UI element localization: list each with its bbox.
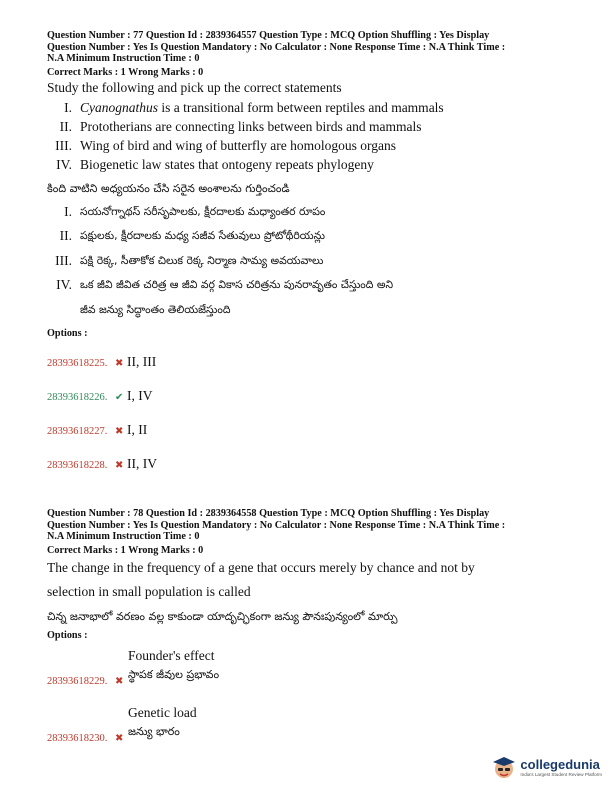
option-text: Founder's effect స్థాపక జీవుల ప్రభావం [128, 648, 220, 681]
meta-line-2: Question Number : Yes Is Question Mandatory : No Calculator : None Response Time : N.A Think Time : [47, 519, 506, 531]
brand-name: collegedunia [520, 757, 600, 772]
graduate-icon [491, 754, 517, 780]
marks: Correct Marks : 1 Wrong Marks : 0 [47, 544, 204, 556]
question-78 [47, 508, 587, 641]
correct-icon: ✔ [115, 392, 124, 403]
options-78 [47, 646, 587, 756]
marks: Correct Marks : 1 Wrong Marks : 0 [47, 66, 204, 78]
telugu-statement-continuation: జీవ జన్యు సిద్ధాంతం తెలియజేస్తుంది [80, 302, 231, 316]
wrong-icon: ✖ [115, 460, 124, 471]
wrong-icon: ✖ [115, 358, 124, 369]
option-text: Genetic load జన్యు భారం [128, 705, 197, 738]
meta-line-3: N.A Minimum Instruction Time : 0 [47, 531, 200, 542]
question-stem: Study the following and pick up the correct statements [47, 79, 342, 95]
option[interactable]: 28393618227. ✖ I, II [47, 422, 148, 437]
brand-tagline: India's Largest Student Review Platform [520, 772, 602, 777]
statement: I. Cyanognathus is a transitional form between reptiles and mammals [64, 99, 444, 115]
telugu-statement: I. సయనోగ్నాథస్ సరీసృపాలకు, క్షీరదాలకు మధ్యాంతర రూపం [64, 203, 326, 219]
question-77 [47, 30, 587, 339]
telugu-stem: చిన్న జనాభాలో వరణం వల్ల కాకుండా యాదృచ్ఛికంగా జన్యు పౌనఃపున్యంలో మార్పు [47, 609, 398, 623]
options-label: Options : [47, 629, 88, 641]
option[interactable]: 28393618228. ✖ II, IV [47, 456, 157, 471]
telugu-statement: III. పక్షి రెక్క, సీతాకోక చిలుక రెక్క నిర్మాణ సామ్య అవయవాలు [55, 252, 324, 268]
telugu-stem: కింది వాటిని అధ్యయనం చేసి సరైన అంశాలను గుర్తించండి [47, 181, 290, 195]
options-77 [47, 352, 587, 482]
collegedunia-logo [491, 754, 602, 780]
options-label: Options : [47, 328, 88, 339]
question-stem-line-1: The change in the frequency of a gene that occurs merely by chance and not by [47, 559, 475, 575]
question-stem-line-2: selection in small population is called [47, 583, 251, 599]
statement: IV. Biogenetic law states that ontogeny repeats phylogeny [56, 156, 374, 172]
meta-line-3: N.A Minimum Instruction Time : 0 [47, 53, 200, 64]
meta-line-1: Question Number : 78 Question Id : 2839364558 Question Type : MCQ Option Shuffling : Yes Display [47, 508, 490, 519]
statement: II. Prototherians are connecting links between birds and mammals [59, 118, 422, 134]
telugu-statement: IV. ఒక జీవి జీవిత చరిత్ర ఆ జీవి వర్గ వికాస చరిత్రను పునరావృతం చేస్తుంది అని [56, 277, 394, 292]
wrong-icon: ✖ [115, 426, 124, 437]
option[interactable]: 28393618230. ✖ [47, 733, 127, 744]
meta-line-2: Question Number : Yes Is Question Mandatory : No Calculator : None Response Time : N.A Think Time : [47, 41, 506, 53]
wrong-icon: ✖ [115, 733, 124, 744]
telugu-statement: II. పక్షులకు, క్షీరదాలకు మధ్య సజీవ సేతువులు ప్రోటోథీరియన్లు [59, 228, 325, 243]
statement: III. Wing of bird and wing of butterfly are homologous organs [55, 137, 397, 153]
option[interactable]: 28393618226. ✔ I, IV [47, 388, 153, 403]
wrong-icon: ✖ [115, 676, 124, 687]
telugu-statement-list [47, 200, 587, 323]
meta-line-1: Question Number : 77 Question Id : 2839364557 Question Type : MCQ Option Shuffling : Yes Display [47, 30, 490, 41]
question-meta [47, 508, 587, 543]
option[interactable]: 28393618229. ✖ [47, 676, 127, 687]
statement-list [47, 98, 587, 174]
option[interactable]: 28393618225. ✖ II, III [47, 354, 157, 369]
question-meta [47, 30, 587, 65]
